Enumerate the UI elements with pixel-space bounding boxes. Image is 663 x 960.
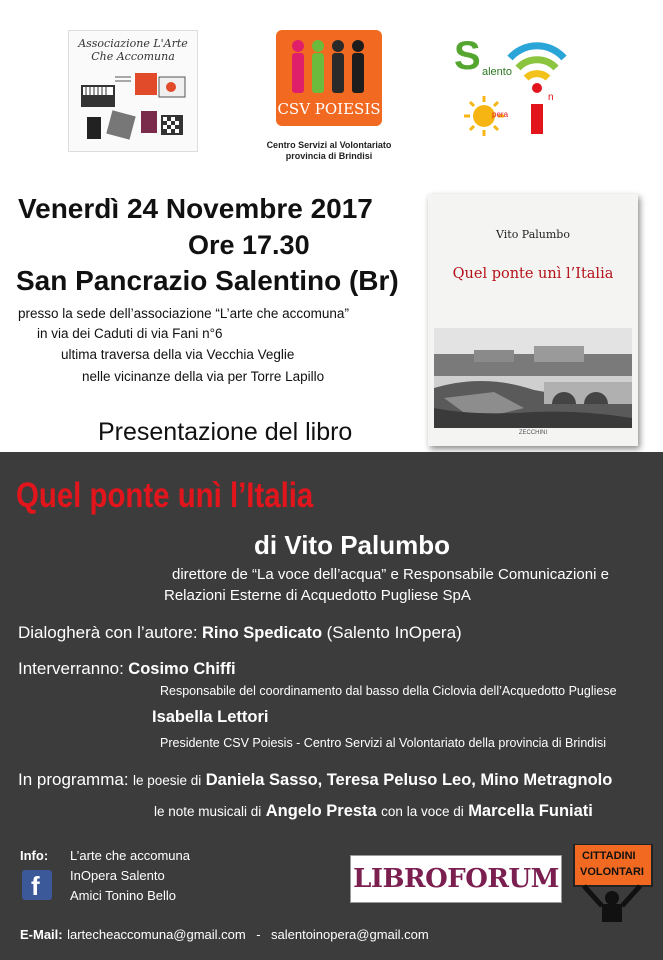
- cittadini-text: CITTADINI: [582, 850, 636, 862]
- salento-inopera-logo: [452, 30, 574, 140]
- speakers-row: [18, 659, 236, 679]
- info-line: InOpera Salento: [70, 868, 165, 883]
- people-silhouettes-icon: [284, 36, 374, 98]
- presentation-heading: Presentazione del libro: [98, 418, 353, 446]
- dialog-name: Rino Spedicato: [202, 624, 323, 642]
- csv-caption-line-1: Centro Servizi al Volontariato: [266, 140, 392, 150]
- associazione-logo-text: Associazione L'Arte Che Accomuna: [78, 37, 188, 63]
- event-place: San Pancrazio Salentino (Br): [16, 265, 399, 296]
- speaker-1-role: Responsabile del coordinamento dal basso della Ciclovia dell’Acquedotto Pugliese: [160, 684, 617, 698]
- book-cover-author: Vito Palumbo: [496, 228, 570, 241]
- event-header: [0, 0, 663, 452]
- program-voice-text: con la voce di: [381, 804, 464, 819]
- author-role-line: direttore de “La voce dell’acqua” e Responsabile Comunicazioni e: [172, 566, 609, 583]
- facebook-glyph: f: [31, 871, 40, 901]
- poet-name: Mino Metragnolo: [480, 771, 613, 789]
- cittadini-volontari-logo: [570, 844, 654, 922]
- book-cover-title: Quel ponte unì l’Italia: [452, 266, 614, 282]
- book-title: Quel ponte unì l’Italia: [16, 476, 314, 515]
- speaker-1-name: Cosimo Chiffi: [128, 660, 236, 678]
- csv-brand-text: CSV POIESIS: [277, 100, 381, 118]
- address-line: presso la sede dell’associazione “L’arte che accomuna”: [18, 306, 349, 321]
- volontari-text: VOLONTARI: [580, 866, 644, 878]
- book-cover-publisher: ZECCHINI: [518, 430, 548, 436]
- csv-caption: [262, 140, 396, 162]
- dialog-note: (Salento InOpera): [326, 623, 462, 642]
- email-link[interactable]: salentoinopera@gmail.com: [271, 927, 429, 942]
- csv-poiesis-logo: [276, 30, 382, 126]
- info-label: Info:: [20, 848, 49, 863]
- program-poems-text: le poesie di: [133, 773, 202, 788]
- opera-word: pera: [492, 110, 509, 119]
- book-author: di Vito Palumbo: [254, 530, 450, 560]
- email-separator: -: [256, 927, 261, 942]
- poet-name: Daniela Sasso,: [205, 771, 323, 789]
- info-line: L’arte che accomuna: [70, 848, 190, 863]
- libroforum-text: LIBROFORUM: [353, 864, 559, 894]
- csv-caption-line-2: provincia di Brindisi: [285, 151, 373, 161]
- libroforum-logo: [350, 855, 562, 903]
- address-line: ultima traversa della via Vecchia Veglie: [61, 347, 295, 362]
- speaker-2-name: Isabella Lettori: [152, 708, 269, 726]
- speaker-2-role: Presidente CSV Poiesis - Centro Servizi al Volontariato della provincia di Brindisi: [160, 736, 607, 750]
- program-label: In programma:: [18, 770, 129, 789]
- salento-word: alento: [482, 66, 512, 78]
- art-objects-illustration: [75, 71, 191, 147]
- book-cover: [428, 194, 638, 446]
- speakers-label: Interverranno:: [18, 659, 124, 678]
- dialog-label: Dialogherà con l’autore:: [18, 623, 198, 642]
- poet-name: Teresa Peluso Leo,: [326, 771, 476, 789]
- associazione-logo: [68, 30, 198, 152]
- email-row: [20, 926, 429, 944]
- salento-s-letter: S: [454, 34, 481, 78]
- email-label: E-Mail:: [20, 927, 63, 942]
- event-date: Venerdì 24 Novembre 2017: [18, 193, 373, 224]
- event-time: Ore 17.30: [188, 230, 310, 260]
- info-line: Amici Tonino Bello: [70, 888, 176, 903]
- in-word: n: [548, 92, 554, 103]
- bridge-photo: [434, 328, 632, 428]
- music-row: [154, 802, 593, 821]
- singer-name: Marcella Funiati: [468, 802, 593, 820]
- address-line: nelle vicinanze della via per Torre Lapillo: [82, 369, 325, 384]
- musician-name: Angelo Presta: [265, 802, 377, 820]
- program-music-text: le note musicali di: [154, 804, 262, 819]
- program-row: [18, 770, 612, 790]
- dialog-row: [18, 623, 462, 643]
- event-details-panel: [0, 452, 663, 960]
- email-link[interactable]: lartecheaccomuna@gmail.com: [67, 927, 246, 942]
- facebook-icon[interactable]: [22, 870, 52, 900]
- address-line: in via dei Caduti di via Fani n°6: [37, 326, 223, 341]
- author-role-line: Relazioni Esterne di Acquedotto Pugliese SpA: [164, 587, 471, 604]
